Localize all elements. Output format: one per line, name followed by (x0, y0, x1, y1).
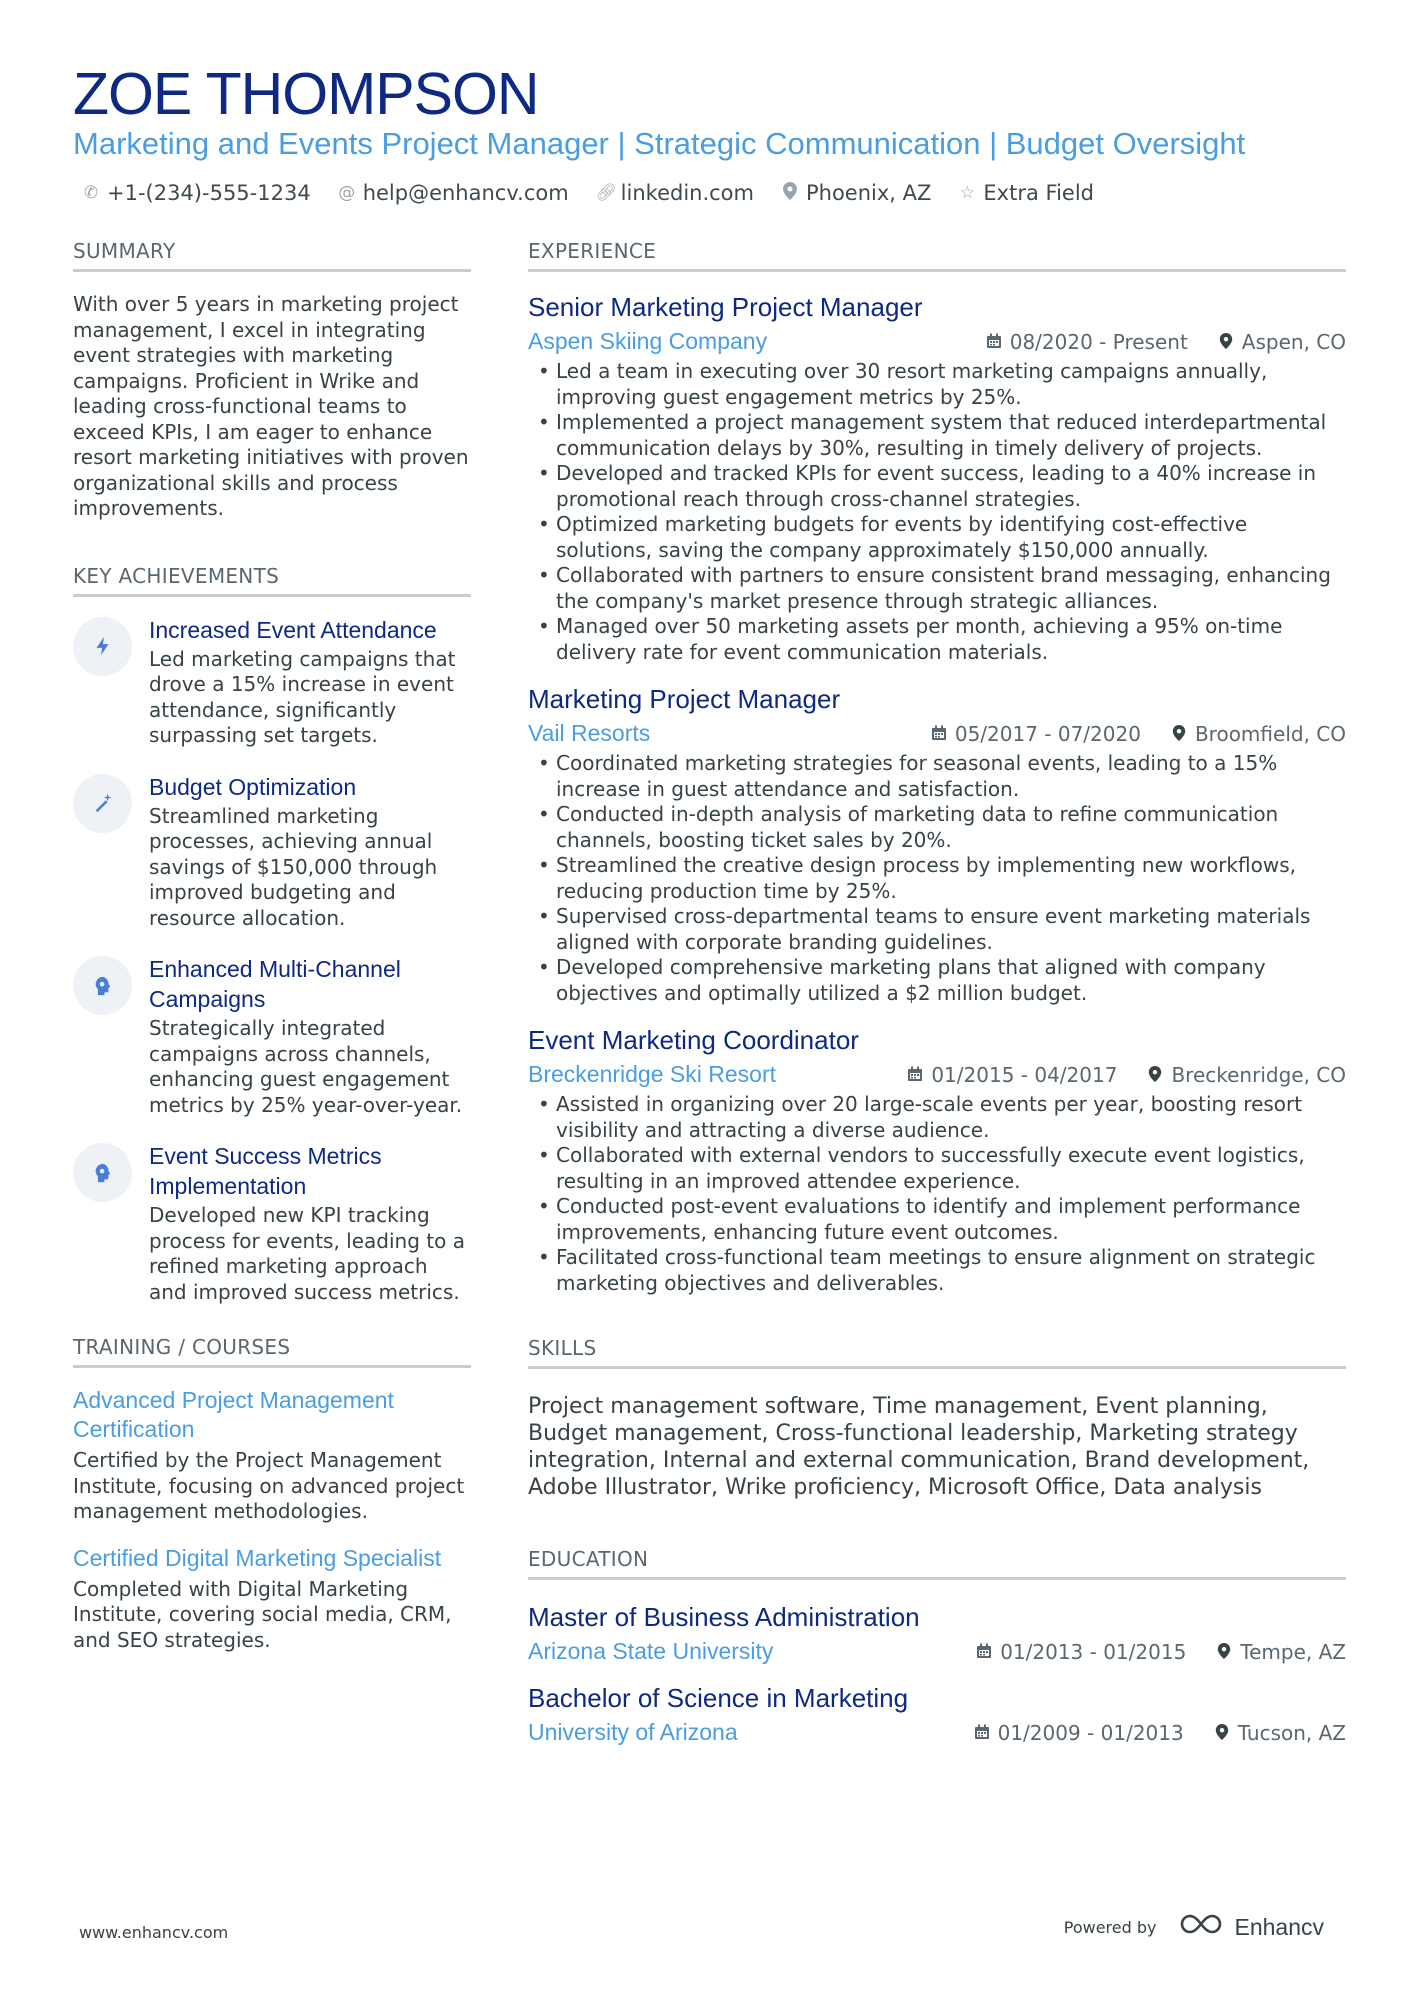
left-column (73, 237, 471, 1653)
star-icon: ☆ (959, 183, 976, 203)
job-title: Marketing Project Manager (528, 684, 841, 714)
job-dates: 08/2020 - Present (986, 330, 1188, 354)
company-name: Breckenridge Ski Resort (528, 1061, 776, 1087)
achievement-item (73, 772, 471, 932)
section-title-achievements: KEY ACHIEVEMENTS (73, 562, 471, 597)
bullet-item: • Collaborated with external vendors to successfully execute event logistics, resulting in an improved attendee experience. (528, 1143, 1346, 1194)
achievement-desc: Developed new KPI tracking process for events, leading to a refined marketing approach and improved success metrics. (149, 1203, 465, 1304)
achievement-item (73, 1141, 471, 1305)
calendar-icon (986, 330, 1002, 354)
powered-by-text: Powered by (1063, 1917, 1157, 1937)
calendar-icon (907, 1063, 923, 1087)
location-icon (1214, 1721, 1230, 1745)
head-idea-icon (73, 1143, 132, 1202)
bullet-item: • Facilitated cross-functional team meetings to ensure alignment on strategic marketing objectives and deliverables. (528, 1245, 1346, 1296)
headline: Marketing and Events Project Manager | Strategic Communication | Budget Oversight (73, 126, 1246, 161)
section-title-skills: SKILLS (528, 1334, 1346, 1369)
phone-text: +1-(234)-555-1234 (107, 181, 311, 205)
achievement-item (73, 615, 471, 749)
footer-branding (1064, 1912, 1324, 1942)
job-location: Aspen, CO (1218, 330, 1346, 354)
brand-logo[interactable] (1178, 1912, 1324, 1942)
location-text: Phoenix, AZ (805, 181, 932, 205)
edu-dates: 01/2009 - 01/2013 (974, 1721, 1184, 1745)
bullet-item: • Developed comprehensive marketing plans that aligned with company objectives and optimally utilized a $2 million budget. (528, 955, 1346, 1006)
course-desc: Certified by the Project Management Institute, focusing on advanced project management methodologies. (73, 1448, 465, 1523)
school-name: Arizona State University (528, 1638, 774, 1664)
bullet-item: • Assisted in organizing over 20 large-scale events per year, boosting resort visibility and attracting a diverse audience. (528, 1092, 1346, 1143)
section-title-training: TRAINING / COURSES (73, 1333, 471, 1368)
achievement-desc: Led marketing campaigns that drove a 15% increase in event attendance, significantly surpassing set targets. (149, 646, 456, 747)
footer-website[interactable]: www.enhancv.com (79, 1923, 229, 1942)
job-location: Broomfield, CO (1171, 722, 1346, 746)
achievement-desc: Strategically integrated campaigns across channels, enhancing guest engagement metrics by 25% year-over-year. (149, 1016, 463, 1117)
job-entry (528, 290, 1346, 665)
contact-phone[interactable] (82, 181, 311, 205)
education-entry (528, 1681, 1346, 1750)
bullet-item: • Managed over 50 marketing assets per month, achieving a 95% on-time delivery rate for event communication materials. (528, 614, 1346, 665)
right-column (528, 237, 1346, 1750)
course-title: Certified Digital Marketing Specialist (73, 1544, 442, 1571)
job-bullets (528, 1092, 1346, 1296)
bullet-item: • Conducted in-depth analysis of marketing data to refine communication channels, boosting ticket sales by 20%. (528, 802, 1346, 853)
skills-section (528, 1334, 1346, 1501)
calendar-icon (976, 1640, 992, 1664)
edu-location: Tempe, AZ (1216, 1640, 1346, 1664)
candidate-name: ZOE THOMPSON (73, 61, 539, 127)
course-item (73, 1544, 471, 1654)
job-bullets (528, 359, 1346, 665)
course-title: Advanced Project Management Certification (73, 1387, 394, 1442)
edu-dates: 01/2013 - 01/2015 (976, 1640, 1186, 1664)
magic-wand-icon (73, 774, 132, 833)
location-icon (781, 182, 799, 205)
achievement-title: Enhanced Multi-Channel Campaigns (149, 956, 401, 1012)
job-dates: 05/2017 - 07/2020 (931, 722, 1141, 746)
contact-location (781, 181, 931, 205)
linkedin-text: linkedin.com (620, 181, 754, 205)
location-icon (1147, 1063, 1163, 1087)
job-entry (528, 682, 1346, 1006)
location-icon (1218, 330, 1234, 354)
location-icon (1171, 722, 1187, 746)
achievement-title: Budget Optimization (149, 773, 357, 800)
course-desc: Completed with Digital Marketing Institute, covering social media, CRM, and SEO strategies. (73, 1576, 452, 1652)
training-section (73, 1333, 471, 1653)
bullet-item: • Supervised cross-departmental teams to ensure event marketing materials aligned with corporate branding guidelines. (528, 904, 1346, 955)
achievements-section (73, 562, 471, 1306)
section-title-experience: EXPERIENCE (528, 237, 1346, 272)
calendar-icon (931, 722, 947, 746)
link-icon: 🔗︎ (595, 183, 618, 203)
bullet-item: • Optimized marketing budgets for events by identifying cost-effective solutions, saving the company approximately $150,000 annually. (528, 512, 1346, 563)
location-icon (1216, 1640, 1232, 1664)
job-title: Event Marketing Coordinator (528, 1025, 859, 1055)
experience-section (528, 237, 1346, 1296)
infinity-icon (1178, 1912, 1224, 1942)
bullet-item: • Streamlined the creative design process by implementing new workflows, reducing production time by 25%. (528, 853, 1346, 904)
achievement-title: Increased Event Attendance (149, 616, 437, 643)
bullet-item: • Conducted post-event evaluations to identify and implement performance improvements, enhancing future event outcomes. (528, 1194, 1346, 1245)
skills-text: Project management software, Time management, Event planning, Budget management, Cross-functional leadership, Marketing strategy integration, Internal and external communication, Brand development, Adobe Illustrator, Wrike proficiency, Microsoft Office, Data analysis (528, 1394, 1310, 1500)
contact-linkedin[interactable] (596, 181, 754, 205)
job-bullets (528, 751, 1346, 1006)
phone-icon: ✆ (83, 183, 99, 203)
bullet-item: • Collaborated with partners to ensure consistent brand messaging, enhancing the company's market presence through strategic alliances. (528, 563, 1346, 614)
bullet-item: • Implemented a project management system that reduced interdepartmental communication delays by 30%, resulting in timely delivery of projects. (528, 410, 1346, 461)
at-icon: @ (338, 183, 356, 203)
summary-text: With over 5 years in marketing project management, I excel in integrating event strategies with marketing campaigns. Proficient in Wrike and leading cross-functional teams to exceed KPIs, I am eager to enhance resort marketing initiatives with proven organizational skills and process improvements. (73, 292, 469, 520)
extra-text: Extra Field (983, 181, 1094, 205)
education-section (528, 1545, 1346, 1750)
job-entry (528, 1023, 1346, 1296)
head-idea-icon (73, 956, 132, 1015)
course-item (73, 1386, 471, 1525)
email-text: help@enhancv.com (362, 181, 569, 205)
achievement-item (73, 954, 471, 1118)
summary-section (73, 237, 471, 522)
calendar-icon (974, 1721, 990, 1745)
job-location: Breckenridge, CO (1147, 1063, 1346, 1087)
achievement-title: Event Success Metrics Implementation (149, 1143, 382, 1199)
education-entry (528, 1600, 1346, 1669)
contact-bar (82, 176, 1094, 210)
bullet-item: • Developed and tracked KPIs for event success, leading to a 40% increase in promotional reach through cross-channel strategies. (528, 461, 1346, 512)
contact-extra (958, 181, 1094, 205)
company-name: Aspen Skiing Company (528, 328, 768, 354)
bullet-item: • Coordinated marketing strategies for seasonal events, leading to a 15% increase in guest attendance and satisfaction. (528, 751, 1346, 802)
degree-title: Bachelor of Science in Marketing (528, 1683, 909, 1713)
job-dates: 01/2015 - 04/2017 (907, 1063, 1117, 1087)
degree-title: Master of Business Administration (528, 1602, 920, 1632)
brand-name: Enhancv (1234, 1913, 1324, 1940)
edu-location: Tucson, AZ (1214, 1721, 1346, 1745)
job-title: Senior Marketing Project Manager (528, 292, 923, 322)
company-name: Vail Resorts (528, 720, 651, 746)
bullet-item: • Led a team in executing over 30 resort marketing campaigns annually, improving guest engagement metrics by 25%. (528, 359, 1346, 410)
contact-email[interactable] (338, 181, 569, 205)
section-title-education: EDUCATION (528, 1545, 1346, 1580)
school-name: University of Arizona (528, 1719, 738, 1745)
section-title-summary: SUMMARY (73, 237, 471, 272)
achievement-desc: Streamlined marketing processes, achieving annual savings of $150,000 through improved budgeting and resource allocation. (149, 803, 438, 930)
lightning-icon (73, 617, 132, 676)
